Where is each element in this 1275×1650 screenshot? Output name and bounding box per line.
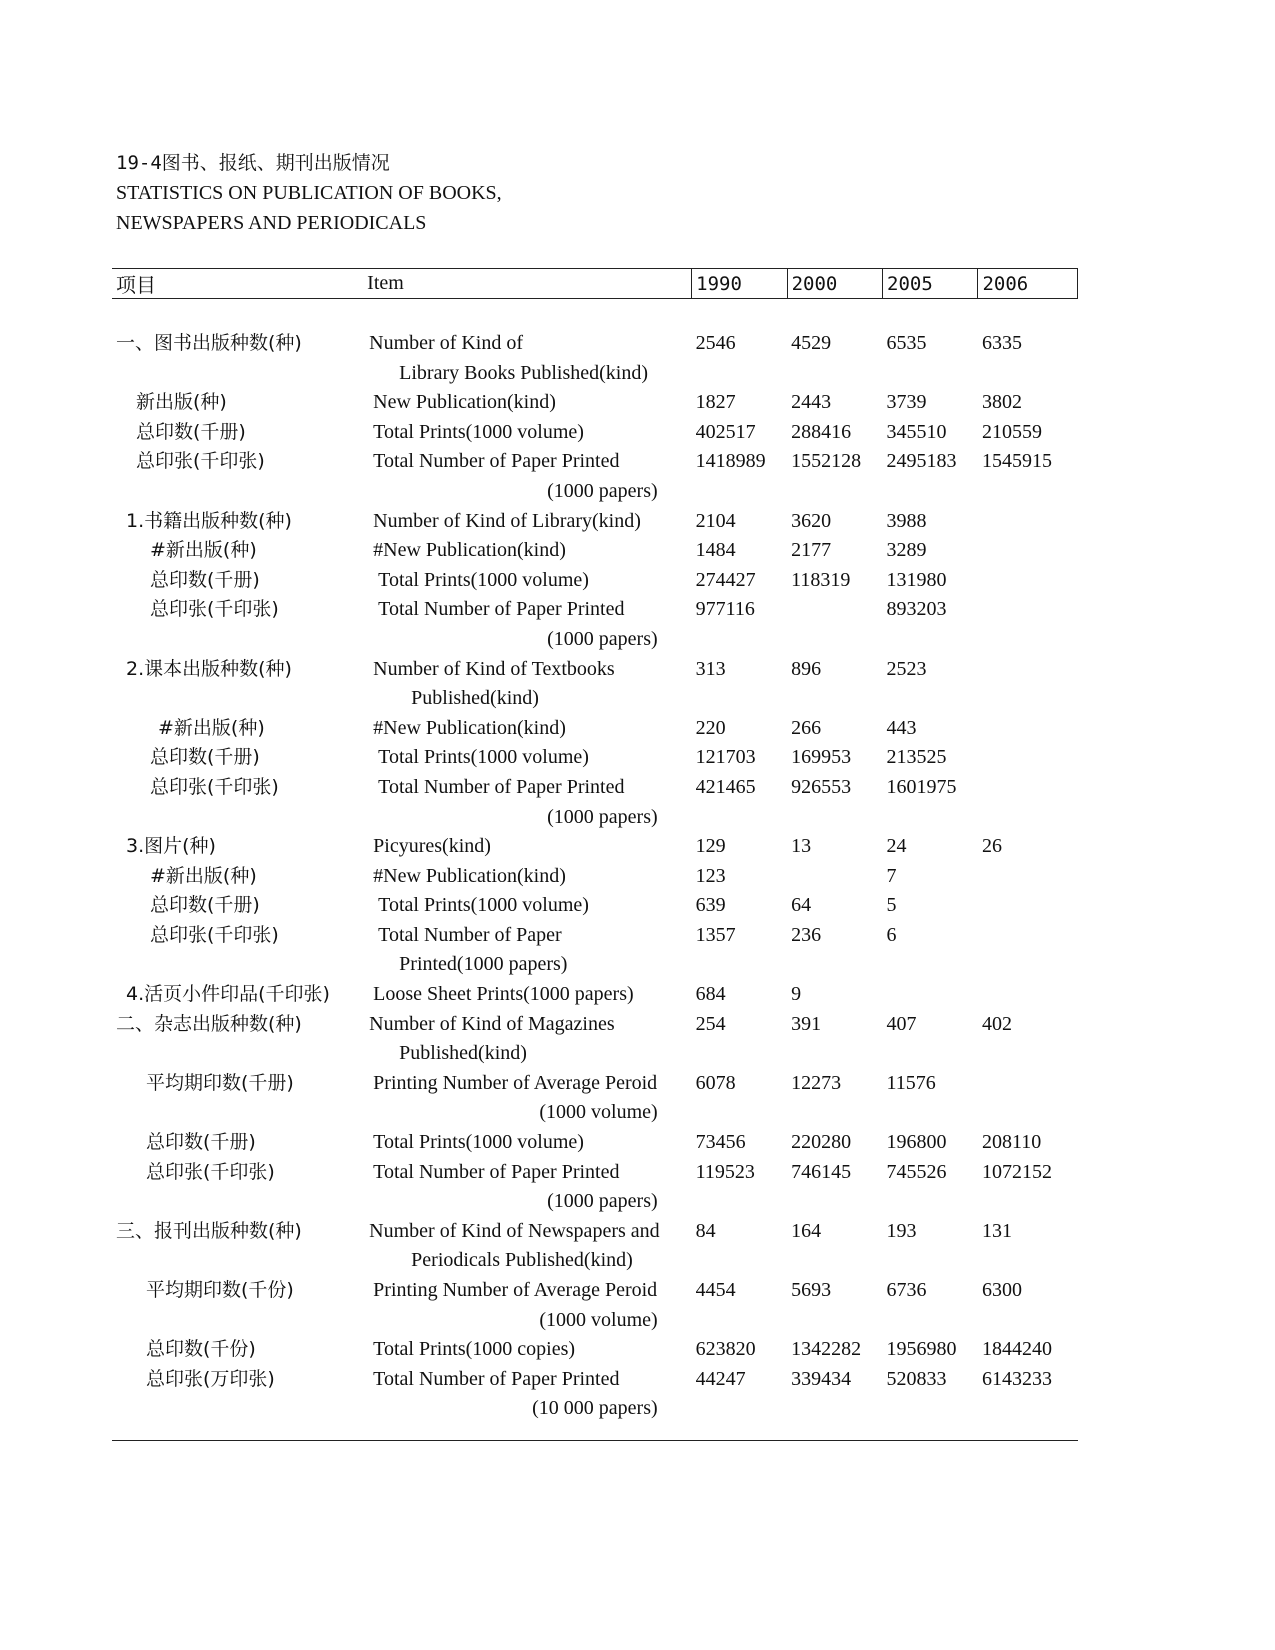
value-1990: 220	[695, 716, 726, 739]
row-label-zh: #新出版(种)	[150, 864, 257, 887]
header-year-2006: 2006	[978, 269, 1078, 299]
row-label-en: (1000 volume)	[539, 1308, 658, 1331]
value-1990: 123	[695, 864, 726, 887]
table-row	[112, 1246, 1078, 1276]
row-label-en: (1000 papers)	[547, 805, 658, 828]
table-header-row	[112, 269, 1078, 299]
row-label-en: Total Prints(1000 volume)	[378, 894, 589, 917]
value-2006	[978, 743, 1078, 773]
value-2000: 169953	[791, 746, 852, 769]
row-label-en: Total Number of Paper Printed	[373, 1160, 620, 1183]
row-label-en: Total Prints(1000 volume)	[378, 568, 589, 591]
row-label-en: Number of Kind of Newspapers and	[369, 1219, 660, 1242]
value-2005	[883, 684, 978, 714]
value-1990	[692, 1187, 787, 1217]
row-label-en: Number of Kind of Library(kind)	[373, 509, 641, 532]
value-2000	[787, 1039, 882, 1069]
value-1990	[692, 1246, 787, 1276]
value-2006	[978, 507, 1078, 537]
header-item-en: Item	[363, 269, 692, 299]
row-label-zh	[112, 1187, 363, 1217]
row-label-en: (1000 papers)	[547, 479, 658, 502]
value-2000: 9	[791, 983, 802, 1006]
row-label-zh: 总印张(千印张)	[150, 598, 279, 621]
value-2005	[883, 1246, 978, 1276]
value-2006: 208110	[981, 1131, 1042, 1154]
value-2006	[978, 950, 1078, 980]
table-row	[112, 1039, 1078, 1069]
table-row	[112, 832, 1078, 862]
value-1990: 1357	[695, 923, 736, 946]
value-2005: 5	[886, 894, 897, 917]
value-2000: 391	[791, 1012, 822, 1035]
value-1990: 639	[695, 894, 726, 917]
value-2000	[787, 1187, 882, 1217]
table-row	[112, 418, 1078, 448]
value-2000: 288416	[791, 420, 852, 443]
value-2006	[978, 684, 1078, 714]
value-2006: 26	[981, 835, 1002, 858]
row-label-zh	[112, 684, 363, 714]
value-2005	[883, 1039, 978, 1069]
value-2000	[787, 862, 882, 892]
row-label-en: Published(kind)	[411, 687, 539, 710]
table-row	[112, 714, 1078, 744]
value-2005: 2523	[886, 657, 927, 680]
row-label-zh: 总印张(千印张)	[150, 775, 279, 798]
row-label-en: #New Publication(kind)	[373, 716, 566, 739]
row-label-zh: 总印张(千印张)	[136, 450, 265, 473]
value-2005: 24	[886, 835, 907, 858]
value-2000: 4529	[791, 332, 832, 354]
value-2005: 2495183	[886, 450, 957, 473]
row-label-en: Printing Number of Average Peroid	[373, 1279, 658, 1301]
row-label-zh: 总印数(千册)	[146, 1131, 256, 1154]
row-label-zh	[112, 1246, 363, 1276]
row-label-en: Printed(1000 papers)	[399, 953, 568, 976]
table-row	[112, 655, 1078, 685]
row-label-en: Total Prints(1000 volume)	[373, 1131, 584, 1154]
value-2000: 896	[791, 657, 822, 680]
value-2006	[978, 477, 1078, 507]
table-row	[112, 359, 1078, 389]
value-2005: 213525	[886, 746, 947, 769]
value-1990: 254	[695, 1012, 726, 1035]
value-2006	[978, 1187, 1078, 1217]
value-2000: 339434	[791, 1367, 852, 1390]
value-1990: 2546	[695, 332, 736, 354]
table-row	[112, 388, 1078, 418]
table-row	[112, 566, 1078, 596]
value-2005: 745526	[886, 1160, 947, 1183]
spacer-row	[112, 299, 1078, 330]
value-2006: 1844240	[981, 1338, 1052, 1361]
value-2006: 402	[981, 1012, 1012, 1035]
table-bottom-rule	[112, 1424, 1078, 1441]
table-row	[112, 950, 1078, 980]
value-2006	[978, 625, 1078, 655]
row-label-zh: 一、图书出版种数(种)	[116, 332, 302, 354]
row-label-en: #New Publication(kind)	[373, 864, 566, 887]
table-row	[112, 803, 1078, 833]
row-label-zh: 4.活页小件印品(千印张)	[126, 983, 330, 1006]
row-label-en: Periodicals Published(kind)	[411, 1249, 633, 1272]
value-2005: 196800	[886, 1131, 947, 1154]
value-2005: 6535	[886, 332, 927, 354]
value-2000	[787, 950, 882, 980]
value-2006	[978, 655, 1078, 685]
table-row	[112, 921, 1078, 951]
table-row	[112, 1158, 1078, 1188]
title-english-line-1: STATISTICS ON PUBLICATION OF BOOKS,	[116, 182, 502, 204]
value-2000	[787, 1306, 882, 1336]
value-2005	[883, 1394, 978, 1424]
value-2006	[978, 1394, 1078, 1424]
value-2000: 746145	[791, 1160, 852, 1183]
value-2005: 193	[886, 1219, 917, 1242]
value-2006	[978, 862, 1078, 892]
table-body	[112, 299, 1078, 1441]
row-label-zh: #新出版(种)	[150, 539, 257, 562]
value-2006	[978, 803, 1078, 833]
table-row	[112, 980, 1078, 1010]
table-row	[112, 625, 1078, 655]
value-2005: 893203	[886, 598, 947, 621]
row-label-zh	[112, 477, 363, 507]
value-2006	[978, 1069, 1078, 1099]
value-2005: 7	[886, 864, 897, 887]
value-1990: 421465	[695, 775, 756, 798]
value-2000: 13	[791, 835, 812, 858]
row-label-en: #New Publication(kind)	[373, 539, 566, 562]
value-1990: 1827	[695, 391, 736, 414]
value-2005	[883, 359, 978, 389]
value-1990: 4454	[695, 1279, 736, 1301]
value-1990: 2104	[695, 509, 736, 532]
value-2006	[978, 1306, 1078, 1336]
table-row	[112, 743, 1078, 773]
table-row	[112, 773, 1078, 803]
row-label-en: Total Number of Paper	[378, 923, 562, 946]
value-2005: 345510	[886, 420, 947, 443]
row-label-zh	[112, 1098, 363, 1128]
value-2005: 520833	[886, 1367, 947, 1390]
row-label-en: Total Number of Paper Printed	[373, 1367, 620, 1390]
header-year-2005: 2005	[883, 269, 978, 299]
row-label-en: Number of Kind of Magazines	[369, 1012, 615, 1035]
row-label-zh	[112, 950, 363, 980]
header-year-2000: 2000	[787, 269, 882, 299]
value-2000: 2443	[791, 391, 832, 414]
row-label-zh: 二、杂志出版种数(种)	[116, 1012, 302, 1035]
row-label-zh: 平均期印数(千册)	[146, 1071, 294, 1094]
value-2005	[883, 625, 978, 655]
value-1990: 623820	[695, 1338, 756, 1361]
value-2006	[978, 891, 1078, 921]
value-2005: 3739	[886, 391, 927, 414]
value-1990: 73456	[695, 1131, 746, 1154]
value-2005	[883, 803, 978, 833]
value-1990: 6078	[695, 1071, 736, 1094]
table-row	[112, 329, 1078, 359]
row-label-zh	[112, 359, 363, 389]
row-label-en: Total Number of Paper Printed	[378, 775, 625, 798]
table-row	[112, 862, 1078, 892]
value-2005: 6	[886, 923, 897, 946]
document-title	[116, 148, 502, 238]
value-2006: 1072152	[981, 1160, 1052, 1183]
value-2000	[787, 595, 882, 625]
value-2005: 131980	[886, 568, 947, 591]
value-2000	[787, 477, 882, 507]
value-1990: 1484	[695, 539, 736, 562]
value-1990	[692, 1098, 787, 1128]
value-2005: 443	[886, 716, 917, 739]
value-2006	[978, 595, 1078, 625]
value-1990	[692, 1039, 787, 1069]
row-label-zh	[112, 625, 363, 655]
value-2005	[883, 477, 978, 507]
row-label-zh: 新出版(种)	[136, 391, 227, 414]
value-2006	[978, 1098, 1078, 1128]
table-row	[112, 891, 1078, 921]
row-label-en: New Publication(kind)	[373, 391, 556, 414]
row-label-en: Picyures(kind)	[373, 835, 491, 858]
row-label-en: Total Number of Paper Printed	[373, 450, 620, 473]
value-2000: 5693	[791, 1279, 832, 1301]
table-row	[112, 595, 1078, 625]
value-1990: 1418989	[695, 450, 766, 473]
value-2000: 1342282	[791, 1338, 862, 1361]
value-2006: 6143233	[981, 1367, 1052, 1390]
table-row	[112, 684, 1078, 714]
row-label-zh: 总印张(千印张)	[150, 923, 279, 946]
value-2000: 220280	[791, 1131, 852, 1154]
value-2000	[787, 625, 882, 655]
row-label-zh	[112, 1306, 363, 1336]
row-label-zh: 总印数(千册)	[150, 746, 260, 769]
value-2005: 6736	[886, 1279, 927, 1301]
row-label-zh: 总印数(千册)	[150, 894, 260, 917]
row-label-en: (1000 papers)	[547, 1190, 658, 1213]
value-1990	[692, 625, 787, 655]
row-label-zh: 3.图片(种)	[126, 835, 216, 858]
value-2006: 6335	[981, 332, 1022, 354]
value-2005: 11576	[886, 1071, 936, 1094]
row-label-zh: 2.课本出版种数(种)	[126, 657, 292, 680]
value-1990	[692, 477, 787, 507]
value-1990: 313	[695, 657, 726, 680]
row-label-zh	[112, 803, 363, 833]
value-2000	[787, 1098, 882, 1128]
value-2006: 1545915	[981, 450, 1052, 473]
row-label-en: Total Number of Paper Printed	[378, 598, 625, 621]
value-2000: 236	[791, 923, 822, 946]
value-1990	[692, 950, 787, 980]
value-1990: 44247	[695, 1367, 746, 1390]
value-1990: 402517	[695, 420, 756, 443]
value-1990: 84	[695, 1219, 716, 1242]
value-2006	[978, 773, 1078, 803]
value-2000	[787, 1246, 882, 1276]
publication-statistics-table	[112, 268, 1078, 1441]
row-label-zh: 三、报刊出版种数(种)	[116, 1219, 302, 1242]
value-2005: 1601975	[886, 775, 957, 798]
value-2006: 3802	[981, 391, 1022, 414]
value-2006	[978, 536, 1078, 566]
value-2000: 164	[791, 1219, 822, 1242]
table-row	[112, 1365, 1078, 1395]
row-label-zh: 总印张(万印张)	[146, 1367, 275, 1390]
value-2000: 266	[791, 716, 822, 739]
table-row	[112, 1217, 1078, 1247]
value-2005	[883, 1306, 978, 1336]
row-label-en: Total Prints(1000 volume)	[378, 746, 589, 769]
value-2006	[978, 980, 1078, 1010]
value-1990: 977116	[695, 598, 755, 621]
row-label-en: Published(kind)	[399, 1042, 527, 1065]
value-2005: 407	[886, 1012, 917, 1035]
row-label-en: Number of Kind of Textbooks	[373, 657, 615, 680]
table-row	[112, 536, 1078, 566]
value-1990: 121703	[695, 746, 756, 769]
value-1990	[692, 684, 787, 714]
table-row	[112, 1069, 1078, 1099]
row-label-en: Library Books Published(kind)	[399, 361, 649, 384]
table-row	[112, 447, 1078, 477]
value-2005	[883, 950, 978, 980]
value-1990: 274427	[695, 568, 756, 591]
row-label-zh: 总印数(千份)	[146, 1338, 256, 1361]
table-row	[112, 1010, 1078, 1040]
value-1990: 119523	[695, 1160, 755, 1183]
row-label-en: (10 000 papers)	[532, 1397, 658, 1420]
table-row	[112, 1335, 1078, 1365]
value-2005: 3988	[886, 509, 927, 532]
value-2000	[787, 359, 882, 389]
row-label-en: Total Prints(1000 copies)	[373, 1338, 576, 1361]
value-2006	[978, 359, 1078, 389]
value-2000: 3620	[791, 509, 832, 532]
value-1990	[692, 803, 787, 833]
value-2000: 2177	[791, 539, 832, 562]
table-row	[112, 507, 1078, 537]
row-label-en: Number of Kind of	[369, 332, 524, 354]
value-2006: 210559	[981, 420, 1042, 443]
value-2006: 6300	[981, 1279, 1022, 1301]
table-row	[112, 477, 1078, 507]
title-english-line-2: NEWSPAPERS AND PERIODICALS	[116, 212, 427, 234]
header-year-1990: 1990	[692, 269, 787, 299]
value-2000: 12273	[791, 1071, 842, 1094]
table-row	[112, 1306, 1078, 1336]
value-2000: 118319	[791, 568, 851, 591]
value-1990	[692, 1394, 787, 1424]
value-1990: 684	[695, 983, 726, 1006]
value-2000	[787, 684, 882, 714]
value-2006	[978, 921, 1078, 951]
value-2006	[978, 1246, 1078, 1276]
value-1990: 129	[695, 835, 726, 858]
value-2005	[883, 980, 978, 1010]
row-label-zh	[112, 1039, 363, 1069]
row-label-zh: 总印数(千册)	[136, 420, 246, 443]
table-row	[112, 1187, 1078, 1217]
value-2006	[978, 1039, 1078, 1069]
value-2000: 1552128	[791, 450, 862, 473]
value-2006	[978, 566, 1078, 596]
row-label-en: (1000 papers)	[547, 627, 658, 650]
value-2000	[787, 803, 882, 833]
value-2006	[978, 714, 1078, 744]
value-2005: 1956980	[886, 1338, 957, 1361]
row-label-zh: 总印数(千册)	[150, 568, 260, 591]
table-row	[112, 1128, 1078, 1158]
value-2005	[883, 1098, 978, 1128]
row-label-zh: 1.书籍出版种数(种)	[126, 509, 292, 532]
row-label-en: (1000 volume)	[539, 1101, 658, 1124]
value-2005	[883, 1187, 978, 1217]
value-2000: 926553	[791, 775, 852, 798]
row-label-zh: #新出版(种)	[158, 716, 265, 739]
value-2006: 131	[981, 1219, 1012, 1242]
value-2005: 3289	[886, 539, 927, 562]
row-label-en: Total Prints(1000 volume)	[373, 420, 584, 443]
row-label-en: Printing Number of Average Peroid	[373, 1071, 658, 1094]
row-label-en: Loose Sheet Prints(1000 papers)	[373, 983, 634, 1006]
row-label-zh	[112, 1394, 363, 1424]
header-item-zh: 项目	[112, 269, 363, 299]
value-2000: 64	[791, 894, 812, 917]
table-row	[112, 1098, 1078, 1128]
title-chinese: 19-4图书、报纸、期刊出版情况	[116, 152, 390, 174]
value-1990	[692, 1306, 787, 1336]
row-label-zh: 总印张(千印张)	[146, 1160, 275, 1183]
value-2000	[787, 1394, 882, 1424]
table-row	[112, 1276, 1078, 1306]
table-row	[112, 1394, 1078, 1424]
row-label-zh: 平均期印数(千份)	[146, 1279, 294, 1301]
value-1990	[692, 359, 787, 389]
